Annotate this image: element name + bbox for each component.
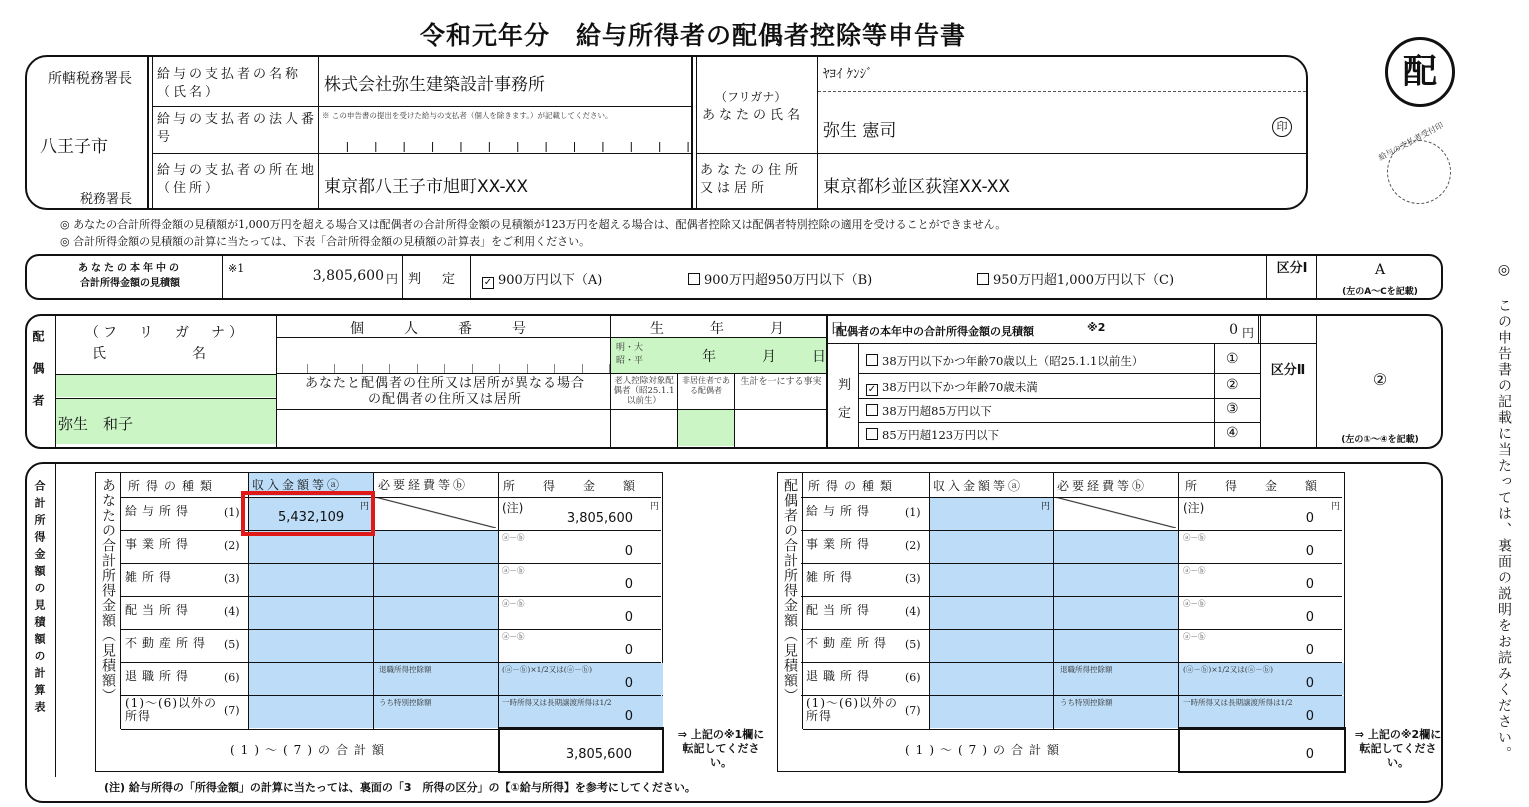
col-type-mine: 所得の種類: [128, 479, 219, 493]
tax-office-name: 八王子市: [40, 137, 108, 157]
payer-address-label: 給与の支払者の所在地（住所）: [157, 163, 317, 196]
total-box-mine[interactable]: 3,805,600: [498, 727, 664, 773]
income-estimate-label: あなたの本年中の 合計所得金額の見積額: [78, 263, 182, 289]
row-type: 事業所得: [806, 538, 875, 551]
row-income-field[interactable]: 5,432,109 円: [248, 498, 373, 530]
calc-side-label: 合計所得金額の見積額の計算表: [33, 480, 46, 718]
row-number: (2): [905, 539, 921, 552]
income-option-b[interactable]: 900万円超950万円以下（B): [688, 269, 872, 288]
row-expense-field[interactable]: [373, 531, 498, 563]
year-label: 年: [702, 349, 716, 365]
row-income-field[interactable]: 円: [929, 498, 1054, 530]
row-income-field[interactable]: [929, 597, 1054, 629]
page-title: 令和元年分 給与所得者の配偶者控除等申告書: [420, 21, 967, 50]
spouse-option-4[interactable]: 85万円超123万円以下: [866, 427, 999, 443]
spouse-option-3[interactable]: 38万円超85万円以下: [866, 403, 992, 419]
birthdate-label: 生 年 月 日: [650, 321, 850, 337]
spouse-name-field[interactable]: 弥生 和子: [56, 398, 276, 444]
row-type: 配当所得: [806, 604, 875, 617]
col-amount-mine: 所得金額: [503, 479, 664, 493]
different-address-label: あなたと配偶者の住所又は居所が異なる場合の配偶者の住所又は居所: [304, 376, 585, 407]
row-type: 給与所得: [806, 505, 875, 518]
name-label: あなたの氏名: [702, 108, 805, 123]
row-amount-field[interactable]: ⓐ－ⓑ 0: [1183, 632, 1314, 658]
note-1: ◎ あなたの合計所得金額の見積額が1,000万円を超える場合又は配偶者の合計所得金額の見積額が123万円を超える場合は、配偶者控除又は配偶者特別控除の適用を受けることができません。: [60, 218, 1007, 231]
income-option-c[interactable]: 950万円超1,000万円以下（C): [977, 269, 1174, 288]
payer-corp-no-note: ※ この申告書の提出を受けた給与の支払者（個人を除きます。）が記載してください。: [322, 111, 613, 120]
row-expense-field[interactable]: [1054, 597, 1179, 629]
era-options: 明・大 昭・平: [616, 343, 644, 366]
spouse-option-1-num: ①: [1226, 351, 1239, 367]
col-expense-mine: 必要経費等ⓑ: [378, 478, 469, 492]
row-amount-field[interactable]: (ⓐ－ⓑ)×1/2又は(ⓐ－ⓑ) 0: [498, 663, 663, 695]
spouse-option-2-num: ②: [1226, 377, 1239, 393]
payer-corp-no-label: 給与の支払者の法人番号: [157, 112, 317, 145]
row-amount-field[interactable]: ⓐ－ⓑ 0: [1183, 566, 1314, 592]
spouse-furigana-label: （フ リ ガ ナ）: [85, 325, 247, 341]
col-expense-spouse: 必要経費等ⓑ: [1057, 479, 1148, 493]
category-1-note: (左のA～Cを記載): [1342, 287, 1418, 297]
row-expense-field[interactable]: 退職所得控除額: [373, 663, 498, 695]
row-income-field[interactable]: [248, 663, 373, 695]
spouse-judgement-label: 判定: [838, 378, 852, 421]
form-badge: 配: [1385, 37, 1455, 107]
address-label: あなたの住所又は居所: [700, 163, 803, 196]
row-expense-field[interactable]: 退職所得控除額: [1054, 663, 1179, 695]
category-2-value[interactable]: ②: [1372, 370, 1388, 389]
category-2-note: (左の①～④を記載): [1341, 435, 1419, 445]
row-income-field[interactable]: [248, 597, 373, 629]
row-expense-field[interactable]: [373, 564, 498, 596]
income-estimate-amount[interactable]: 3,805,600: [312, 268, 384, 284]
row-type: 退職所得: [125, 670, 194, 683]
spouse-option-4-num: ④: [1226, 425, 1239, 441]
tax-office-suffix: 税務署長: [80, 192, 133, 207]
row-amount-field[interactable]: ⓐ－ⓑ 0: [502, 566, 633, 592]
row-number: (1): [905, 506, 921, 519]
row-number: (5): [905, 638, 921, 651]
col-type-spouse: 所得の種類: [808, 479, 899, 493]
spouse-income-ref: ※2: [1087, 321, 1106, 334]
row-number: (3): [905, 572, 921, 585]
row-income-field[interactable]: [929, 531, 1054, 563]
row-number: (7): [224, 704, 240, 717]
birthdate-field[interactable]: [611, 337, 826, 373]
col-income-mine: 収入金額等ⓐ: [248, 473, 373, 496]
row-income-value: 5,432,109: [278, 510, 345, 525]
row-income-field[interactable]: [929, 564, 1054, 596]
row-amount-field[interactable]: 一時所得又は長期譲渡所得は1/2 0: [1179, 696, 1344, 728]
furigana-value[interactable]: ﾔﾖｲ ｹﾝｼﾞ: [823, 67, 873, 82]
transfer-note-spouse: ⇒ 上記の※2欄に転記してください。: [1354, 728, 1442, 769]
judgement-label: 判 定: [408, 272, 460, 287]
income-option-a[interactable]: ✓ 900万円以下（A): [483, 273, 603, 288]
row-income-field[interactable]: [248, 564, 373, 596]
spouse-income-yen: 円: [1242, 326, 1255, 340]
row-amount-field[interactable]: (注) 3,805,600 円: [502, 501, 659, 526]
row-amount-field[interactable]: ⓐ－ⓑ 0: [502, 632, 633, 658]
category-2-label: 区分Ⅱ: [1270, 363, 1306, 378]
row-amount-field[interactable]: ⓐ－ⓑ 0: [1183, 533, 1314, 559]
row-expense-field[interactable]: [1054, 531, 1179, 563]
seal-mark: 印: [1272, 117, 1292, 137]
note-2: ◎ 合計所得金額の見積額の計算に当たっては、下表「合計所得金額の見積額の計算表」をご利用ください。: [60, 235, 591, 248]
spouse-income-amount[interactable]: 0: [1229, 322, 1238, 338]
spouse-option-2[interactable]: ✓ 38万円以下かつ年齢70歳未満: [867, 380, 1038, 395]
highlight-box: [241, 491, 375, 536]
row-type: 退職所得: [806, 670, 875, 683]
row-expense-field[interactable]: [373, 597, 498, 629]
row-income-field[interactable]: [929, 696, 1054, 728]
row-number: (5): [224, 638, 240, 651]
my-number-boxes[interactable]: [280, 340, 610, 373]
row-number: (4): [905, 605, 921, 618]
row-amount-field[interactable]: ⓐ－ⓑ 0: [1183, 599, 1314, 625]
income-estimate-ref: ※1: [228, 262, 245, 275]
income-estimate-yen: 円: [386, 272, 399, 286]
address-value[interactable]: 東京都杉並区荻窪XX-XX: [823, 177, 1011, 197]
row-type: 事業所得: [125, 538, 194, 551]
row-expense-field[interactable]: うち特別控除額: [373, 696, 498, 728]
row-amount-field[interactable]: (ⓐ－ⓑ)×1/2又は(ⓐ－ⓑ) 0: [1179, 663, 1344, 695]
day-label: 日: [812, 349, 826, 365]
row-amount-field[interactable]: (注) 0 円: [1183, 501, 1340, 526]
row-expense-field[interactable]: うち特別控除額: [1054, 696, 1179, 728]
row-income-field[interactable]: [929, 663, 1054, 695]
row-number: (4): [224, 605, 240, 618]
my-number-label: 個 人 番 号: [350, 321, 530, 337]
spouse-option-1[interactable]: 38万円以下かつ年齢70歳以上（昭25.1.1以前生）: [866, 353, 1143, 369]
row-number: (2): [224, 539, 240, 552]
spouse-option-3-num: ③: [1226, 401, 1239, 417]
spouse-section-label: 配偶者: [31, 330, 45, 426]
spouse-income-label: 配偶者の本年中の合計所得金額の見積額: [836, 325, 1034, 338]
row-type: 配当所得: [125, 604, 194, 617]
row-number: (7): [905, 704, 921, 717]
row-type: 雑所得: [806, 571, 858, 584]
receipt-stamp-label: 給与の支払者受付印: [1377, 120, 1445, 163]
side-note: ◎ この申告書の記載に当たっては、裏面の説明をお読みください。: [1496, 262, 1512, 762]
row-number: (3): [224, 572, 240, 585]
row-expense-field[interactable]: [373, 630, 498, 662]
row-type: 不動産所得: [806, 637, 892, 650]
row-income-field[interactable]: [248, 696, 373, 728]
row-amount-field[interactable]: ⓐ－ⓑ 0: [502, 599, 633, 625]
transfer-note-mine: ⇒ 上記の※1欄に転記してください。: [677, 728, 765, 769]
furigana-label: （フリガナ）: [715, 90, 787, 104]
row-number: (6): [224, 671, 240, 684]
row-number: (1): [224, 506, 240, 519]
row-amount-field[interactable]: ⓐ－ⓑ 0: [502, 533, 633, 559]
row-expense-field[interactable]: [1054, 630, 1179, 662]
col-elderly: 老人控除対象配偶者（昭25.1.1以前生）: [613, 376, 675, 406]
col-income-spouse: 収入金額等ⓐ: [933, 479, 1024, 493]
row-income-field[interactable]: [929, 630, 1054, 662]
payer-name-label: 給与の支払者の名称（氏名）: [157, 67, 302, 100]
row-type: 雑所得: [125, 571, 177, 584]
payer-corp-no-boxes[interactable]: [320, 122, 690, 152]
category-1-value[interactable]: A: [1374, 262, 1386, 278]
month-label: 月: [762, 349, 776, 365]
total-label-spouse: (1)～(7)の合計額: [905, 743, 1065, 757]
calc-footnote: (注) 給与所得の「所得金額」の計算に当たっては、裏面の「3 所得の区分」の【①給与所得】を参考にしてください。: [104, 781, 696, 794]
tax-office-label: 所轄税務署長: [48, 71, 132, 87]
calc-mine-label: あなたの合計所得金額（見積額）: [100, 478, 116, 703]
payer-address: 東京都八王子市旭町XX-XX: [324, 177, 529, 197]
row-type: 給与所得: [125, 505, 194, 518]
row-type: (1)～(6)以外の所得: [806, 697, 898, 723]
row-amount-field[interactable]: 一時所得又は長期譲渡所得は1/2 0: [498, 696, 663, 728]
row-type: (1)～(6)以外の所得: [125, 697, 217, 723]
row-expense-field[interactable]: [1054, 564, 1179, 596]
spouse-name-label: 氏 名: [92, 346, 212, 362]
col-amount-spouse: 所得金額: [1185, 479, 1346, 493]
col-same-livelihood: 生計を一にする事実: [740, 377, 822, 387]
payer-name: 株式会社弥生建築設計事務所: [324, 75, 545, 95]
nonresident-field[interactable]: [678, 410, 734, 446]
category-1-label: 区分Ⅰ: [1276, 261, 1308, 276]
spouse-furigana-field[interactable]: [56, 374, 276, 397]
name-value[interactable]: 弥生 憲司: [823, 121, 897, 141]
col-nonresident: 非居住者である配偶者: [682, 376, 730, 395]
calc-spouse-label: 配偶者の合計所得金額（見積額）: [782, 478, 798, 703]
row-income-field[interactable]: [248, 630, 373, 662]
row-number: (6): [905, 671, 921, 684]
total-box-spouse[interactable]: 0: [1178, 727, 1346, 773]
total-label-mine: (1)～(7)の合計額: [230, 743, 390, 757]
row-type: 不動産所得: [125, 637, 211, 650]
